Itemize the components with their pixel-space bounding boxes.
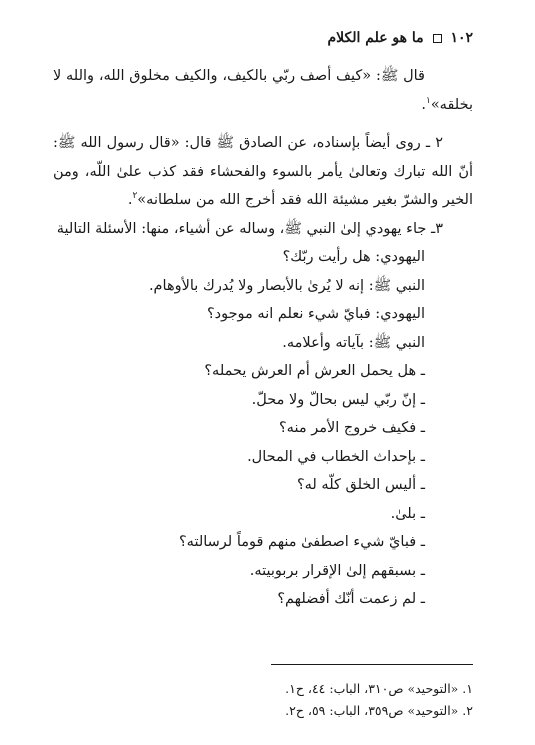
line-text: اليهودي: هل رأيت ربّك؟ xyxy=(282,249,425,265)
line-text: اليهودي: فبايّ شيء نعلم انه موجود؟ xyxy=(206,306,425,322)
line-text: ٢ ـ روى أيضاً بإسناده، عن الصادق ﷺ قال: «قال رسول الله ﷺ: xyxy=(53,135,443,151)
text-line xyxy=(53,329,473,358)
line-text: ٣ـ جاء يهودي إلىٰ النبي ﷺ، وساله عن أشياء، منها: الأسئلة التالية xyxy=(56,220,443,237)
text-line xyxy=(53,557,473,586)
text-line xyxy=(53,91,473,120)
text-line xyxy=(53,272,473,301)
line-text: ـ بلىٰ. xyxy=(390,505,425,522)
line-text: ـ فكيف خروج الأمر منه؟ xyxy=(278,420,425,436)
line-punctuation: . xyxy=(127,192,133,208)
line-text: ـ إنّ ربّي ليس بحالّ ولا محلّ. xyxy=(251,391,425,408)
footnote: ٢. «التوحيد» ص٣٥٩، الباب: ٥٩، ح٢. xyxy=(285,703,473,718)
page-number: ١٠٢ xyxy=(450,30,473,46)
header-separator-icon xyxy=(433,34,442,43)
footnotes xyxy=(53,678,473,722)
text-line xyxy=(53,300,473,329)
text-line xyxy=(53,471,473,500)
line-text: ـ أليس الخلق كلّه له؟ xyxy=(296,477,425,493)
running-header xyxy=(327,30,473,46)
line-text: بخلقه» xyxy=(430,96,473,113)
footnote-marker: ١ xyxy=(425,95,431,106)
line-text: ـ بسبقهم إلىٰ الإقرار بربوبيته. xyxy=(249,562,425,579)
line-text: ـ فبايّ شيء اصطفىٰ منهم قوماً لرسالته؟ xyxy=(178,534,425,550)
page-body xyxy=(53,62,473,614)
text-line xyxy=(53,158,473,187)
line-text: النبي ﷺ: بآياته وأعلامه. xyxy=(282,334,425,351)
chapter-title: ما هو علم الكلام xyxy=(327,30,424,46)
text-line xyxy=(53,357,473,386)
line-text: ـ بإحداث الخطاب في المحال. xyxy=(247,448,425,465)
footnote: ١. «التوحيد» ص٣١٠، الباب: ٤٤، ح١. xyxy=(285,681,473,696)
text-line xyxy=(53,186,473,215)
text-line xyxy=(53,62,473,91)
text-line xyxy=(53,243,473,272)
line-text: أنّ الله تبارك وتعالىٰ يأمر بالسوء والفحشاء فقد كذب علىٰ اللّه، ومن xyxy=(53,163,473,180)
text-line xyxy=(53,528,473,557)
text-line xyxy=(53,585,473,614)
text-line xyxy=(53,215,473,244)
line-text: ـ هل يحمل العرش أم العرش يحمله؟ xyxy=(204,363,425,379)
text-line xyxy=(53,386,473,415)
text-line xyxy=(53,129,473,158)
footnote-marker: ٢ xyxy=(132,191,138,202)
footnote-rule xyxy=(271,664,473,665)
line-punctuation: . xyxy=(421,96,426,113)
text-line xyxy=(53,443,473,472)
text-line xyxy=(53,414,473,443)
line-text: قال ﷺ: «كيف أصف ربّي بالكيف، والكيف مخلوق الله، والله لا xyxy=(53,68,425,84)
line-text: الخير والشرّ بغير مشيئة الله فقد أخرج الله من سلطانه» xyxy=(137,192,473,208)
line-text: النبي ﷺ: إنه لا يُرىٰ بالأبصار ولا يُدرك بالأوهام. xyxy=(148,277,425,294)
line-text: ـ لم زعمت أنّك أفضلهم؟ xyxy=(277,591,425,607)
text-line xyxy=(53,500,473,529)
